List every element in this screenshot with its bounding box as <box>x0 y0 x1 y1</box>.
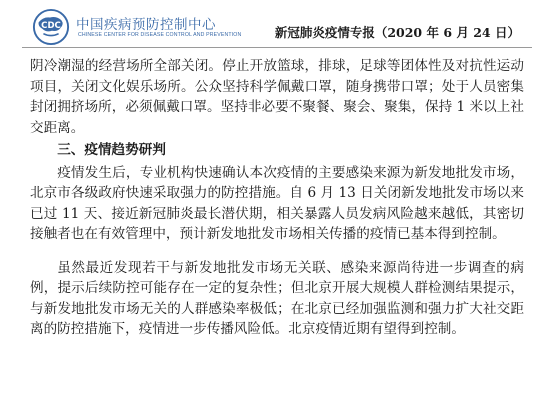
paragraph-gap <box>30 245 524 258</box>
cdc-logo-icon <box>32 8 70 46</box>
paragraph-outlook: 虽然最近发现若干与新发地批发市场无关联、感染来源尚待进一步调查的病例，提示后续防控可能存在一定的复杂性；但北京开展大规模人群检测结果提示，与新发地批发市场无关的人群感染率极低；在北京已经加强监测和强力扩大社交距离的防控措施下，疫情进一步传播风险低。北京疫情近期有望得到控制。 <box>30 259 524 337</box>
document-body <box>30 56 524 340</box>
paragraph-outbreak-response: 疫情发生后，专业机构快速确认本次疫情的主要感染来源为新发地批发市场，北京市各级政府快速采取强力的防控措施。自 6 月 13 日关闭新发地批发市场以来已过 11 天、接近新冠肺炎最长潜伏期，相关暴露人员发病风险越来越低，其密切接触者也在有效管理中，预计新发地批发市场相关传播的疫情已基本得到控制。 <box>30 164 524 242</box>
paragraph-continued: 阴冷潮湿的经营场所全部关闭。停止开放篮球，排球，足球等团体性及对抗性运动项目，关闭文化娱乐场所。公众坚持科学佩戴口罩，随身携带口罩；处于人员密集封闭拥挤场所，必须佩戴口罩。坚持非必要不聚餐、聚会、聚集，保持 1 米以上社交距离。 <box>30 58 524 136</box>
cdc-logo-text: CDC <box>41 20 61 31</box>
header-divider <box>22 47 532 48</box>
org-name-en: CHINESE CENTER FOR DISEASE CONTROL AND PREVENTION <box>78 32 242 38</box>
section-heading: 三、疫情趋势研判 <box>57 142 166 158</box>
page-header <box>0 0 554 56</box>
report-title: 新冠肺炎疫情专报（2020 年 6 月 24 日） <box>274 25 520 40</box>
org-name-cn: 中国疾病预防控制中心 <box>76 17 216 33</box>
